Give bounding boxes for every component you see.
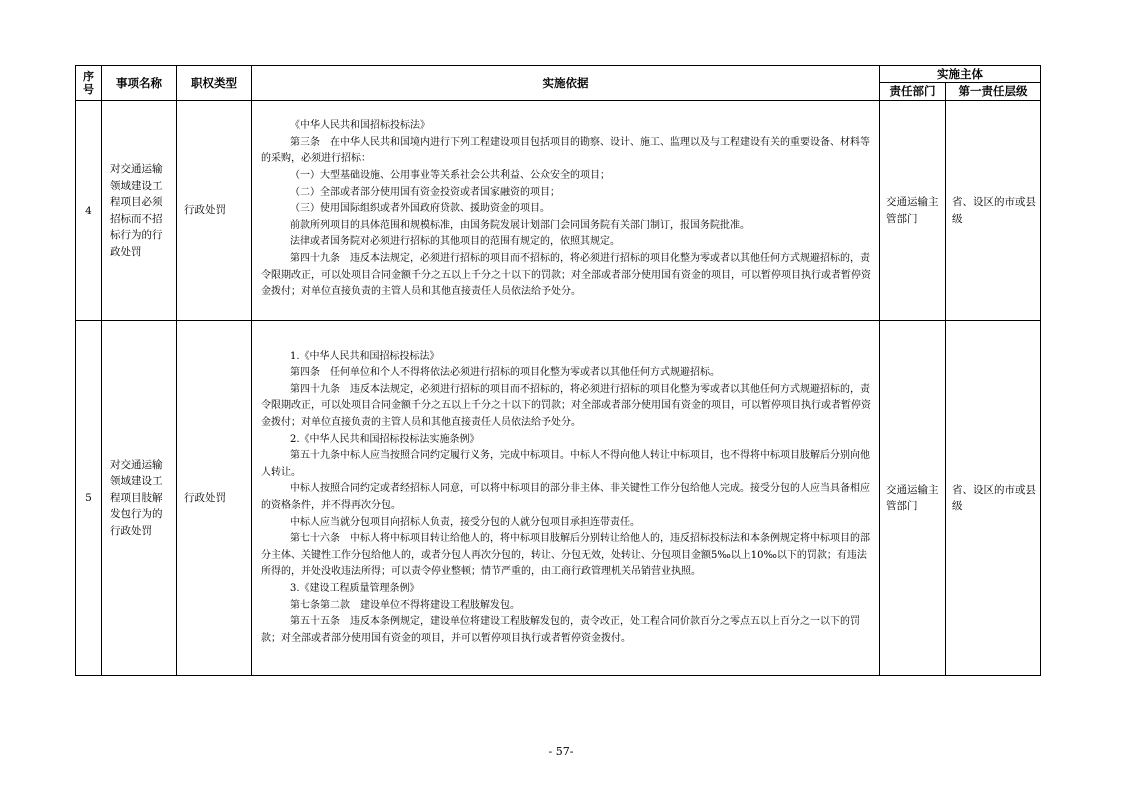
basis-paragraph: 《中华人民共和国招标投标法》 (290, 120, 430, 132)
basis-paragraph: 2.《中华人民共和国招标投标法实施条例》 (290, 433, 480, 445)
responsible-dept: 交通运输主管部门 (880, 101, 946, 321)
header-basis: 实施依据 (252, 66, 880, 101)
table-row (76, 321, 1041, 676)
enforcement-table (75, 65, 1041, 676)
basis-paragraph: 前款所列项目的具体范围和规模标准，由国务院发展计划部门会同国务院有关部门制订，报国务院批准。 (290, 219, 750, 231)
header-responsibility-level: 第一责任层级 (946, 83, 1041, 101)
item-name: 对交通运输领域建设工程项目必须招标而不招标行为的行政处罚 (102, 101, 177, 321)
header-serial-number: 序 号 (76, 66, 102, 101)
row-number: 4 (76, 101, 102, 321)
responsibility-level: 省、设区的市或县级 (946, 101, 1041, 321)
power-type: 行政处罚 (177, 321, 252, 676)
row-number: 5 (76, 321, 102, 676)
item-name: 对交通运输领域建设工程项目肢解发包行为的行政处罚 (102, 321, 177, 676)
basis-paragraph: （二）全部或者部分使用国有资金投资或者国家融资的项目； (290, 186, 560, 198)
basis-paragraph: 第五十九条中标人应当按照合同约定履行义务，完成中标项目。中标人不得向他人转让中标项目，也不得将中标项目肢解后分别向他人转让。 (261, 450, 870, 478)
basis-paragraph: 第四条 任何单位和个人不得将依法必须进行招标的项目化整为零或者以其他任何方式规避招标。 (290, 367, 720, 379)
responsible-dept: 交通运输主管部门 (880, 321, 946, 676)
header-responsible-dept: 责任部门 (880, 83, 946, 101)
power-type: 行政处罚 (177, 101, 252, 321)
basis-paragraph: 第四十九条 违反本法规定，必须进行招标的项目而不招标的，将必须进行招标的项目化整为零或者以其他任何方式规避招标的，责令限期改正，可以处项目合同金额千分之五以上千分之十以下的罚款；对全部或者部分使用国有资金的项目，可以暂停项目执行或者暂停资金拨付；对单位直接负责的主管人员和其他直接责任人员依法给予处分。 (261, 252, 871, 298)
header-item-name: 事项名称 (102, 66, 177, 101)
basis-paragraph: 法律或者国务院对必须进行招标的其他项目的范围有规定的，依照其规定。 (290, 236, 620, 248)
header-implementing-subject: 实施主体 (880, 66, 1041, 83)
implementation-basis (252, 101, 880, 321)
header-power-type: 职权类型 (177, 66, 252, 101)
basis-paragraph: 1.《中华人民共和国招标投标法》 (290, 350, 440, 362)
implementation-basis (252, 321, 880, 676)
basis-paragraph: 中标人应当就分包项目向招标人负责，接受分包的人就分包项目承担连带责任。 (290, 516, 640, 528)
header-row-top (76, 66, 1041, 83)
basis-paragraph: （一）大型基础设施、公用事业等关系社会公共利益、公众安全的项目； (290, 170, 610, 182)
basis-paragraph: 第四十九条 违反本法规定，必须进行招标的项目而不招标的，将必须进行招标的项目化整为零或者以其他任何方式规避招标的，责令限期改正，可以处项目合同金额千分之五以上千分之十以下的罚款；对全部或者部分使用国有资金的项目，可以暂停项目执行或者暂停资金拨付；对单位直接负责的主管人员和其他直接责任人员依法给予处分。 (261, 383, 871, 429)
basis-paragraph: 第七十六条 中标人将中标项目转让给他人的，将中标项目肢解后分别转让给他人的，违反招标投标法和本条例规定将中标项目的部分主体、关键性工作分包给他人的，或者分包人再次分包的，转让、分包无效，处转让、分包项目金额5‰以上10‰以下的罚款；有违法所得的，并处没收违法所得；可以责令停业整顿；情节严重的，由工商行政管理机关吊销营业执照。 (261, 533, 870, 578)
basis-paragraph: 中标人按照合同约定或者经招标人同意，可以将中标项目的部分非主体、非关键性工作分包给他人完成。接受分包的人应当具备相应的资格条件，并不得再次分包。 (261, 483, 870, 511)
page-number: - 57- (548, 745, 574, 758)
table-row (76, 101, 1041, 321)
basis-paragraph: 3.《建设工程质量管理条例》 (290, 582, 420, 594)
basis-paragraph: 第七条第二款 建设单位不得将建设工程肢解发包。 (290, 599, 520, 611)
basis-paragraph: （三）使用国际组织或者外国政府贷款、援助资金的项目。 (290, 203, 550, 215)
basis-paragraph: 第五十五条 违反本条例规定，建设单位将建设工程肢解发包的，责令改正，处工程合同价款百分之零点五以上百分之一以下的罚款；对全部或者部分使用国有资金的项目，并可以暂停项目执行或者暂停资金拨付。 (261, 616, 860, 644)
responsibility-level: 省、设区的市或县级 (946, 321, 1041, 676)
basis-paragraph: 第三条 在中华人民共和国境内进行下列工程建设项目包括项目的勘察、设计、施工、监理以及与工程建设有关的重要设备、材料等的采购，必须进行招标： (261, 136, 870, 165)
